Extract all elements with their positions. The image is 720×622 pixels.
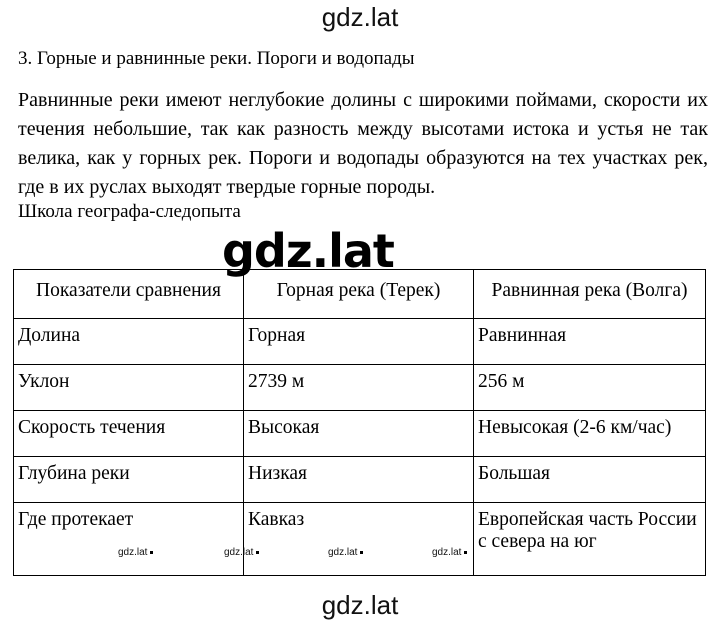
table-row xyxy=(14,365,706,411)
table-cell: Горная xyxy=(244,319,474,365)
table-row xyxy=(14,457,706,503)
table-cell: Кавказ xyxy=(244,503,474,576)
header-cell: Горная река (Терек) xyxy=(244,270,474,319)
section-title: Школа географа-следопыта xyxy=(18,201,241,222)
table-cell: Уклон xyxy=(14,365,244,411)
table-row xyxy=(14,411,706,457)
comparison-table xyxy=(13,269,706,576)
table-cell: Глубина реки xyxy=(14,457,244,503)
watermark-small: gdz.lat xyxy=(118,547,153,558)
watermark-small: gdz.lat xyxy=(224,547,259,558)
task-heading: 3. Горные и равнинные реки. Пороги и водопады xyxy=(18,48,415,69)
table-cell: Где протекает xyxy=(14,503,244,576)
table-cell: Европейская часть России с севера на юг xyxy=(474,503,706,576)
table-row xyxy=(14,319,706,365)
table-cell: Низкая xyxy=(244,457,474,503)
header-cell: Равнинная река (Волга) xyxy=(474,270,706,319)
watermark-bottom: gdz.lat xyxy=(321,590,399,620)
table-cell: Высокая xyxy=(244,411,474,457)
header-cell: Показатели сравнения xyxy=(14,270,244,319)
watermark-top: gdz.lat xyxy=(321,2,399,32)
table-cell: 2739 м xyxy=(244,365,474,411)
table-cell: Большая xyxy=(474,457,706,503)
table-cell: Равнинная xyxy=(474,319,706,365)
table-cell: Долина xyxy=(14,319,244,365)
table-cell: Скорость течения xyxy=(14,411,244,457)
watermark-center: gdz.lat xyxy=(222,224,394,278)
table-cell: 256 м xyxy=(474,365,706,411)
watermark-small: gdz.lat xyxy=(432,547,467,558)
answer-paragraph: Равнинные реки имеют неглубокие долины с широкими поймами, скорости их течения небольшие, так как разность между высотами истока и устья не так велика, как у горных рек. Пороги и водопады образуются на тех участках рек, где в их руслах выходят твердые горные породы. xyxy=(18,89,708,198)
watermark-small: gdz.lat xyxy=(328,547,363,558)
table-cell: Невысокая (2-6 км/час) xyxy=(474,411,706,457)
table-row xyxy=(14,503,706,576)
